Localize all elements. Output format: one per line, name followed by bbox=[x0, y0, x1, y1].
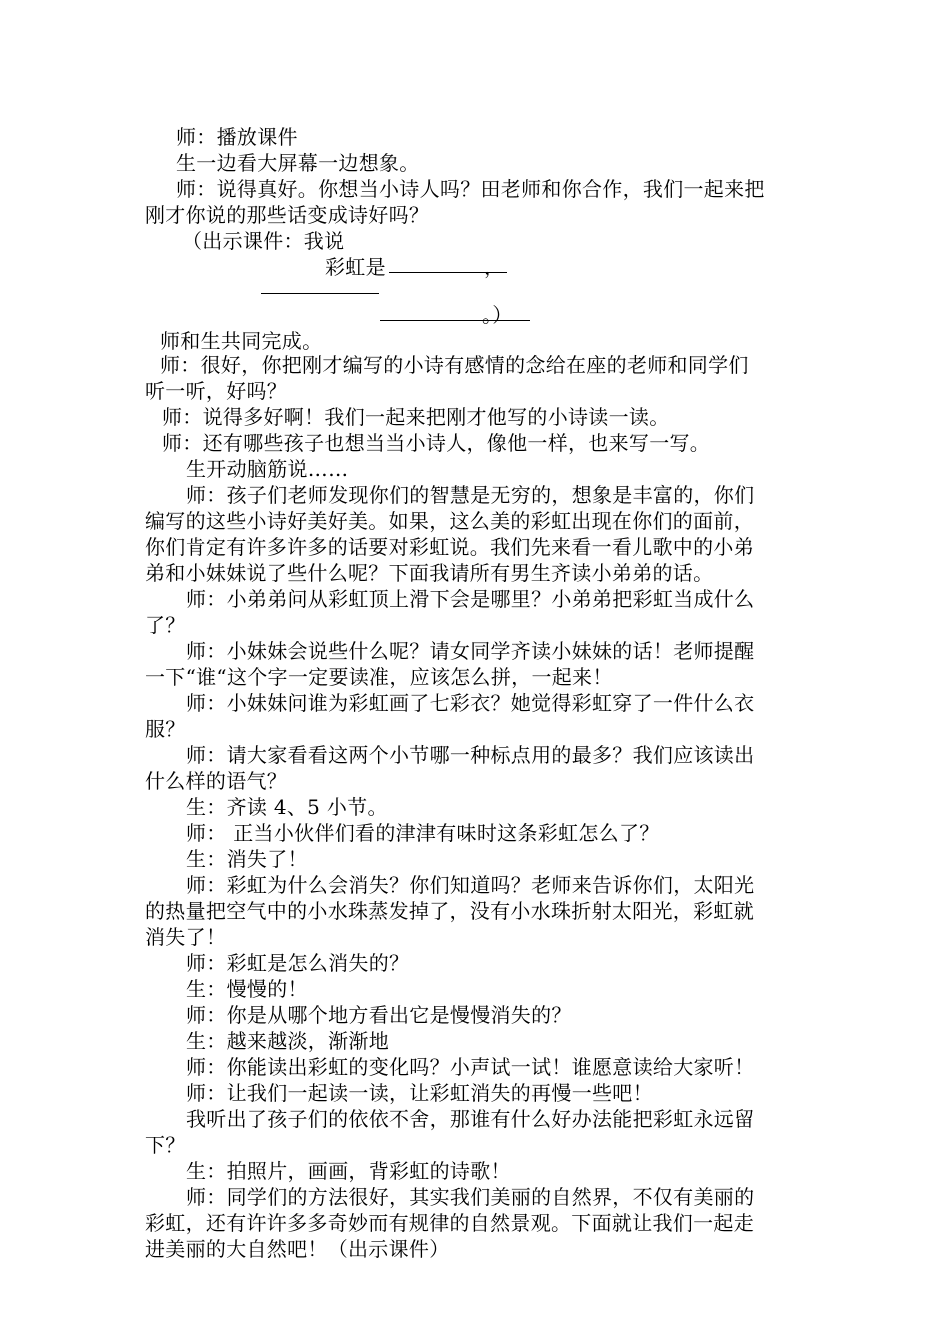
text-line: 生：慢慢的！ bbox=[186, 977, 308, 1001]
text-line: 消失了！ bbox=[145, 925, 227, 949]
text-line: 了？ bbox=[145, 613, 186, 637]
text-line: 生：拍照片，画画，背彩虹的诗歌！ bbox=[186, 1159, 511, 1183]
text-line: 师：小妹妹会说些什么呢？请女同学齐读小妹妹的话！老师提醒 bbox=[186, 639, 755, 663]
text-line: 师：你是从哪个地方看出它是慢慢消失的？ bbox=[186, 1003, 572, 1027]
text-line: 师：请大家看看这两个小节哪一种标点用的最多？我们应该读出 bbox=[186, 743, 755, 767]
text-line: 师：说得多好啊！我们一起来把刚才他写的小诗读一读。 bbox=[162, 405, 670, 429]
text-line: 师：彩虹为什么会消失？你们知道吗？老师来告诉你们，太阳光 bbox=[186, 873, 755, 897]
text-line: 你们肯定有许多许多的话要对彩虹说。我们先来看一看儿歌中的小弟 bbox=[145, 535, 754, 559]
text-line: 进美丽的大自然吧！（出示课件） bbox=[145, 1237, 450, 1261]
text-line: （出示课件：我说 bbox=[182, 229, 345, 253]
text-line: 生开动脑筋说…… bbox=[186, 457, 349, 481]
text-line: 生：齐读 4、5 小节。 bbox=[186, 795, 388, 819]
poem-comma: ， bbox=[484, 255, 505, 279]
text-line: 师：同学们的方法很好，其实我们美丽的自然界，不仅有美丽的 bbox=[186, 1185, 755, 1209]
text-line: 师：你能读出彩虹的变化吗？小声试一试！谁愿意读给大家听！ bbox=[186, 1055, 755, 1079]
text-line: 师：小弟弟问从彩虹顶上滑下会是哪里？小弟弟把彩虹当成什么 bbox=[186, 587, 755, 611]
text-line: 生：越来越淡，渐渐地 bbox=[186, 1029, 389, 1053]
text-line: 编写的这些小诗好美好美。如果，这么美的彩虹出现在你们的面前， bbox=[145, 509, 754, 533]
text-line: 师：小妹妹问谁为彩虹画了七彩衣？她觉得彩虹穿了一件什么衣 bbox=[186, 691, 755, 715]
text-line: 弟和小妹妹说了些什么呢？下面我请所有男生齐读小弟弟的话。 bbox=[145, 561, 714, 585]
poem-end-mark: 。） bbox=[482, 303, 513, 327]
text-line: 服？ bbox=[145, 717, 186, 741]
text-line: 彩虹，还有许许多多奇妙而有规律的自然景观。下面就让我们一起走 bbox=[145, 1211, 754, 1235]
fill-blank-line bbox=[261, 293, 379, 294]
text-line: 的热量把空气中的小水珠蒸发掉了，没有小水珠折射太阳光，彩虹就 bbox=[145, 899, 754, 923]
text-line: 师：让我们一起读一读，让彩虹消失的再慢一些吧！ bbox=[186, 1081, 653, 1105]
text-line: 听一听，好吗？ bbox=[145, 379, 288, 403]
text-line: 下？ bbox=[145, 1133, 186, 1157]
text-line: 生：消失了！ bbox=[186, 847, 308, 871]
text-line: 我听出了孩子们的依依不舍，那谁有什么好办法能把彩虹永远留 bbox=[186, 1107, 755, 1131]
text-line: 师：说得真好。你想当小诗人吗？田老师和你合作，我们一起来把 bbox=[176, 177, 765, 201]
text-line: 生一边看大屏幕一边想象。 bbox=[176, 151, 420, 175]
text-line: 刚才你说的那些话变成诗好吗？ bbox=[145, 203, 430, 227]
text-line: 一下“谁“这个字一定要读准，应该怎么拼，一起来！ bbox=[145, 665, 613, 689]
text-line: 什么样的语气？ bbox=[145, 769, 288, 793]
text-line: 师：彩虹是怎么消失的？ bbox=[186, 951, 410, 975]
text-line: 师：播放课件 bbox=[176, 125, 298, 149]
text-line: 师：很好，你把刚才编写的小诗有感情的念给在座的老师和同学们 bbox=[160, 353, 749, 377]
text-line: 师：孩子们老师发现你们的智慧是无穷的，想象是丰富的，你们 bbox=[186, 483, 755, 507]
text-line: 师和生共同完成。 bbox=[160, 329, 323, 353]
poem-line-label: 彩虹是 bbox=[325, 255, 386, 279]
text-line: 师：还有哪些孩子也想当当小诗人，像他一样，也来写一写。 bbox=[162, 431, 711, 455]
text-line: 师： 正当小伙伴们看的津津有味时这条彩虹怎么了？ bbox=[186, 821, 660, 845]
